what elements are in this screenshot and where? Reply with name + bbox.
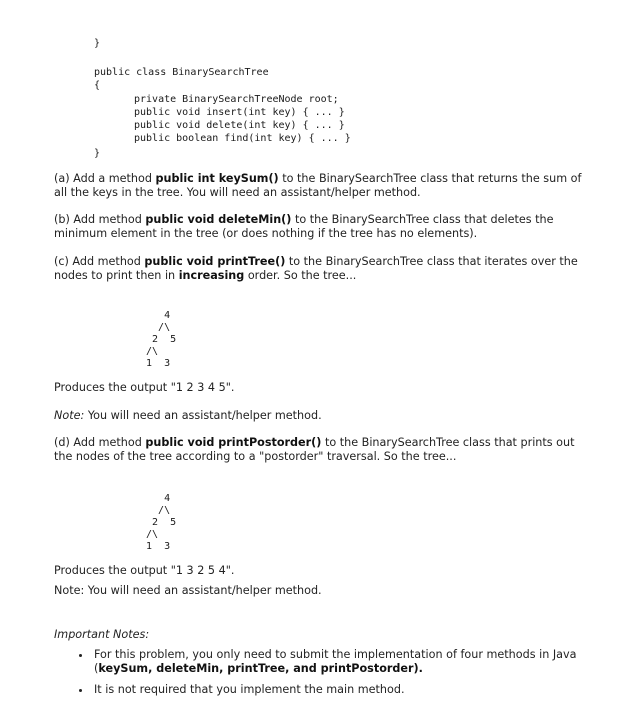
important-notes-list — [54, 648, 631, 705]
separator: , — [219, 661, 228, 675]
note-c-text: You will need an assistant/helper method. — [84, 409, 322, 422]
method-keysum: keySum — [98, 661, 149, 675]
tree-line: 2 5 — [140, 517, 177, 528]
part-d-text-post: to the BinarySearchTree class that prints out the nodes of the tree according to a "postorder" traversal. So the tree... — [54, 436, 575, 463]
part-d-method-signature: public void printPostorder() — [145, 436, 322, 449]
code-class-declaration: public class BinarySearchTree — [94, 67, 269, 78]
tree-diagram-d — [140, 481, 176, 565]
part-c-increasing: increasing — [178, 268, 245, 282]
tree-line: 4 — [140, 310, 171, 321]
separator: , and — [285, 661, 321, 675]
separator: , — [148, 661, 157, 675]
part-c-method-signature: public void printTree() — [144, 255, 286, 268]
output-c: Produces the output "1 2 3 4 5". — [54, 381, 235, 394]
tree-line: /\ — [140, 322, 171, 333]
note-item-text: For this problem, you only need to submit the implementation of four methods in Java ( — [94, 648, 577, 675]
tree-line: 1 3 — [140, 541, 171, 552]
code-member-delete: public void delete(int key) { ... } — [134, 120, 345, 131]
tree-line: 1 3 — [140, 358, 171, 369]
output-d: Produces the output "1 3 2 5 4". — [54, 564, 235, 577]
part-d-text-pre: (d) Add method — [54, 436, 146, 449]
method-printtree: printTree — [227, 661, 286, 675]
note-item-end: ). — [413, 661, 423, 675]
part-c-paragraph — [54, 255, 589, 282]
part-a-text-pre: (a) Add a method — [54, 172, 156, 185]
tree-diagram-c — [140, 298, 176, 382]
code-open-brace: { — [94, 80, 101, 91]
note-d: Note: You will need an assistant/helper method. — [54, 584, 322, 597]
part-c-text-post: order. So the tree... — [244, 268, 357, 282]
code-member-root: private BinarySearchTreeNode root; — [134, 94, 339, 105]
code-close-brace: } — [94, 148, 101, 159]
code-member-find: public boolean find(int key) { ... } — [134, 133, 351, 144]
part-c-text-mid: to the BinarySearchTree class that iterates over the nodes to print then in — [54, 255, 578, 282]
part-a-paragraph — [54, 172, 589, 199]
tree-line: /\ — [140, 346, 159, 357]
note-c-label: Note: — [54, 409, 85, 422]
part-b-method-signature: public void deleteMin() — [145, 213, 292, 226]
method-printpostorder: printPostorder — [320, 661, 414, 675]
part-d-paragraph — [54, 436, 589, 463]
important-notes-title: Important Notes: — [54, 628, 150, 641]
part-b-paragraph — [54, 213, 589, 240]
method-deletemin: deleteMin — [156, 661, 220, 675]
part-b-text-pre: (b) Add method — [54, 213, 146, 226]
code-closing-brace-prev: } — [94, 38, 101, 49]
tree-line: /\ — [140, 529, 159, 540]
part-a-method-signature: public int keySum() — [155, 172, 279, 185]
list-item — [92, 683, 631, 697]
part-b-text-post: to the BinarySearchTree class that deletes the minimum element in the tree (or does nothing if the tree has no elements). — [54, 213, 554, 240]
code-member-insert: public void insert(int key) { ... } — [134, 107, 345, 118]
note-c — [54, 409, 589, 423]
tree-line: /\ — [140, 505, 171, 516]
part-c-text-pre: (c) Add method — [54, 255, 145, 268]
tree-line: 4 — [140, 493, 171, 504]
part-a-text-post: to the BinarySearchTree class that returns the sum of all the keys in the tree. You will need an assistant/helper method. — [54, 172, 582, 199]
note-item-text: It is not required that you implement the main method. — [94, 683, 405, 696]
list-item — [92, 648, 631, 675]
tree-line: 2 5 — [140, 334, 177, 345]
